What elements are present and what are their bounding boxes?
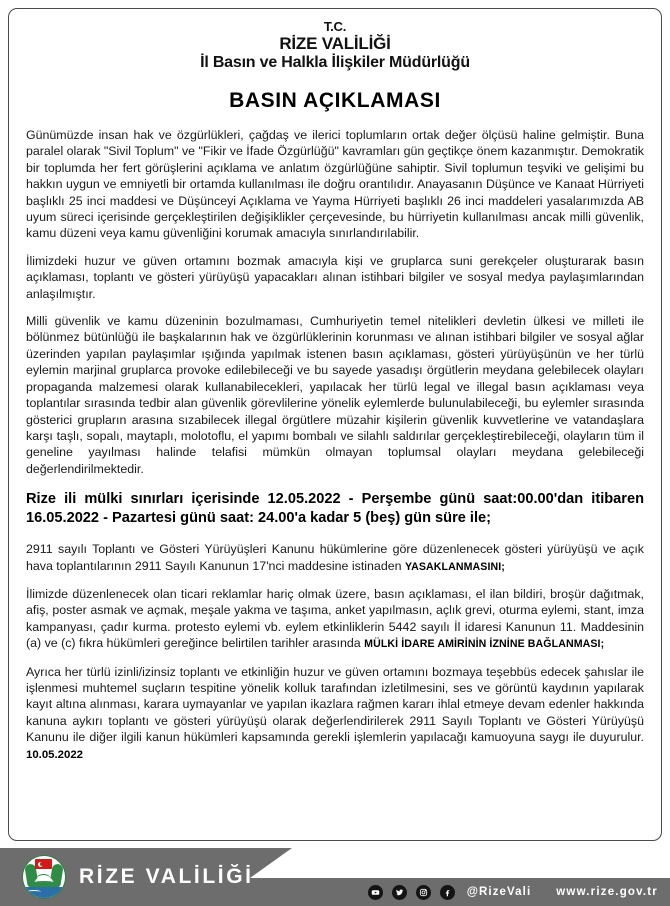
instagram-icon[interactable] — [416, 885, 431, 900]
ruling-ban-assembly-emphasis: YASAKLANMASINI; — [404, 560, 505, 573]
footer-brand-name: RİZE VALİLİĞİ — [79, 865, 254, 888]
website-url[interactable]: www.rize.gov.tr — [556, 886, 658, 898]
paragraph-risk-assessment: Milli güvenlik ve kamu düzeninin bozulmaması, Cumhuriyetin temel nitelikleri devletin ülkesi ve milleti ile bölünmez bütünlüğü ile başkalarının hak ve özgürlüklerinin korunması ve alınan istihbari bilgiler ve sosyal ağlar üzerinden yapılan paylaşımlar ışığında yapılmak istenen basın açıklaması, gösteri yürüyüşünün ve her türlü eylemin marjinal gruplarca provoke edilebileceği ve bu sayede yasadışı örgütlerin meydana gelebilecek olayları propaganda malzemesi olarak kullanabilecekleri, yapılacak her türlü legal ve illegal basın açıklaması veya toplantılar sırasında tedbir alan güvenlik görevlilerine yönelik eylemlerde bulunulabileceği, bu eylemler sırasında gösterici grupların arasına sızabilecek illegal örgütlere müzahir kişilerin güvenlik kuvvetlerine ve vatandaşlara karşı taşlı, sopalı, maytaplı, molotoflu, el yapımı bombalı ve silahlı saldırılar gerçekleştirebileceği, olayların tüm il geneline yayılması halinde telafisi mümkün olmayan toplumsal olayları meydana gelebileceği değerlendirilmektedir. — [26, 314, 644, 476]
crest-water — [23, 887, 65, 898]
masthead — [22, 20, 648, 73]
footer-notch-shape — [250, 848, 670, 878]
page-title: BASIN AÇIKLAMASI — [229, 89, 441, 112]
footer-bar — [0, 848, 670, 906]
turkish-flag-icon — [35, 859, 52, 869]
masthead-line-department: İl Basın ve Halkla İlişkiler Müdürlüğü — [200, 54, 470, 71]
youtube-icon[interactable] — [368, 885, 383, 900]
social-handle[interactable]: @RizeVali — [466, 886, 532, 898]
rize-valiligi-crest-icon — [22, 855, 66, 899]
twitter-icon[interactable] — [392, 885, 407, 900]
footer-social-links — [368, 878, 658, 906]
order-date-range: Rize ili mülki sınırları içerisinde 12.05.2022 - Perşembe günü saat:00.00'dan itibaren 16.05.2022 - Pazartesi günü saat: 24.00'a kadar 5 (beş) gün süre ile; — [26, 491, 644, 527]
ruling-ban-assembly-text: 2911 sayılı Toplantı ve Gösteri Yürüyüşleri Kanunu hükümlerine göre düzenlenecek gösteri yürüyüşü ve açık hava toplantılarının 2911 Sayılı Kanunun 17'nci maddesine istinaden — [26, 542, 644, 573]
ruling-permit-required — [26, 586, 644, 653]
publication-date: 10.05.2022 — [26, 748, 84, 761]
paragraph-intelligence: İlimizdeki huzur ve güven ortamını bozmak amacıyla kişi ve gruplarca suni gerekçeler oluşturarak basın açıklaması, toplantı ve gösteri yürüyüşü yapacakları alınan istihbari bilgiler ve sosyal medya paylaşımlarından anlaşılmıştır. — [26, 253, 644, 301]
ruling-permit-required-text: İlimizde düzenlenecek olan ticari reklamlar hariç olmak üzere, basın açıklaması, el ilan bildiri, broşür dağıtmak, afiş, poster asmak ve açmak, meşale yakma ve taşıma, anket yapılmasın, açlık grevi, oturma eylemi, stant, imza kampanyası, çadır kurma. protesto eylemi vb. eylem etkinliklerin 5442 sayılı İl idaresi Kanunun 11. Maddesinin (a) ve (c) fıkra hükümleri gereğince belirtilen tarihler arasında — [26, 586, 644, 651]
masthead-line-organization: RİZE VALİLİĞİ — [279, 34, 391, 53]
paragraph-intro: Günümüzde insan hak ve özgürlükleri, çağdaş ve ilerici toplumların ortak değer ölçüsü haline gelmiştir. Buna paralel olarak "Sivil Toplum" ve "Fikir ve İfade Özgürlüğü" kavramları gün geçtikçe önem kazanmıştır. Demokratik bir toplumda her fert görüşlerini açıklama ve anlatım özgürlüğüne sahiptir. Sivil toplumun teşviki ve gelişimi bu hakkın uygun ve emniyetli bir ortamda kullanılması ile doğru orantılıdır. Anayasanın Düşünce ve Kanaat Hürriyeti başlıklı 25 inci maddesi ve Düşünceyi Açıklama ve Yayma Hürriyeti başlıklı 26 inci maddeleri yasalarımızda AB uyum süreci içerisinde gerçekleştirilen değişiklikler çerçevesinde, bu hürriyetin kullanılması ancak milli güvenlik, kamu düzeni veya kamu güvenliğini korumak amacıyla sınırlandırılabilir. — [26, 128, 644, 241]
ruling-ban-assembly — [26, 541, 644, 575]
masthead-line-tc: T.C. — [323, 19, 347, 34]
paragraph-closing — [26, 664, 644, 763]
body-text-column — [22, 127, 648, 763]
facebook-icon[interactable] — [440, 885, 455, 900]
paragraph-closing-text: Ayrıca her türlü izinli/izinsiz toplantı ve etkinliğin huzur ve güven ortamını bozmaya teşebbüs edecek şahıslar ile işlenmesi muhtemel suçların tespitine yönelik kolluk tarafından izletilmesini, ses ve görüntü kaydının yapılarak kayıt altına alınması, karara uymayanlar ve yapılan ikazlara rağmen kararı ihlal etmeye devam edenler hakkında kanuna aykırı toplantı ve gösteri yürüyüşü olarak değerlendirilerek 2911 Sayılı Toplantı ve Gösteri Yürüyüşü Kanunu ile diğer ilgili kanun hükümleri kapsamında gerekli işlemlerin yapılacağı kamuoyuna saygı ile duyurulur. — [26, 664, 644, 745]
ruling-permit-required-emphasis: MÜLKİ İDARE AMİRİNİN İZNİNE BAĞLANMASI; — [364, 638, 605, 651]
footer-brand — [22, 848, 254, 906]
